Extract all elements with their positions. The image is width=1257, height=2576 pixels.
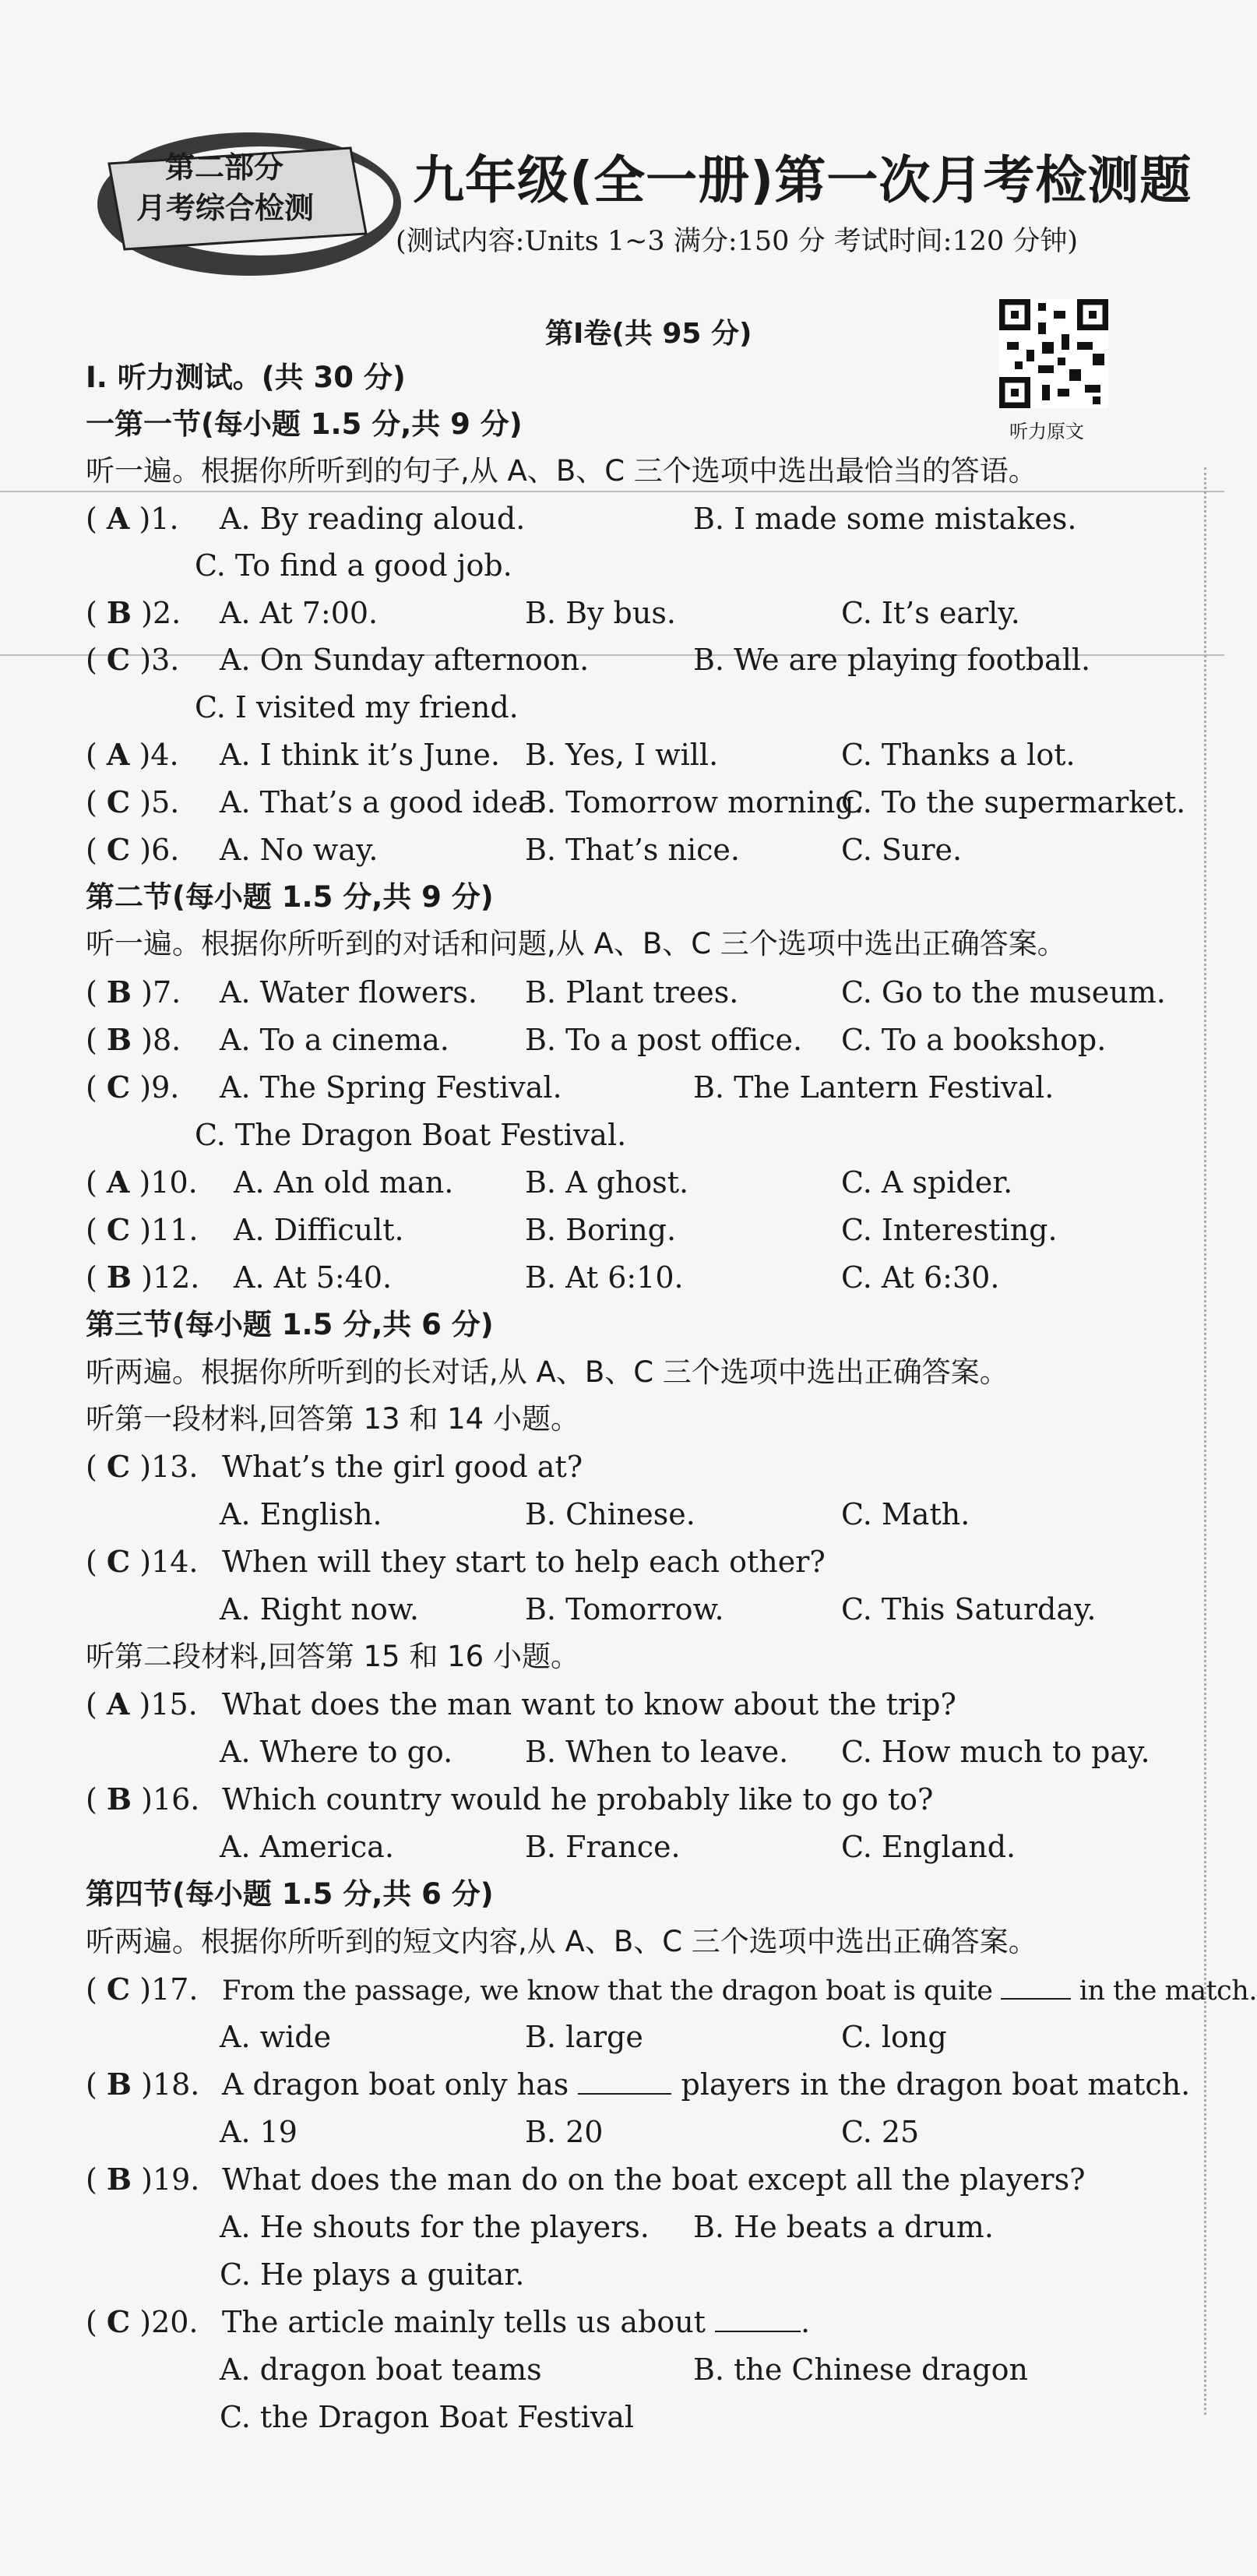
badge-line-2: 月考综合检测 <box>136 191 315 225</box>
section-2-instruction: 听一遍。根据你所听到的对话和问题,从 A、B、C 三个选项中选出正确答案。 <box>86 927 1066 960</box>
question-text: The article mainly tells us about . <box>222 2305 811 2339</box>
question-text: What does the man want to know about the trip? <box>222 1687 956 1721</box>
option-b: B. A ghost. <box>525 1165 689 1200</box>
question-number: 1. <box>150 502 179 536</box>
option-a: A. I think it’s June. <box>220 738 500 772</box>
option-a: A. At 7:00. <box>220 596 379 630</box>
option-b: B. large <box>525 2020 643 2054</box>
option-c: C. This Saturday. <box>841 1592 1097 1626</box>
part-title: Ⅰ. 听力测试。(共 30 分) <box>86 361 406 394</box>
option-a: A. At 5:40. <box>234 1260 393 1295</box>
option-c: C. It’s early. <box>841 596 1020 630</box>
question-18: ( B )18. <box>86 2067 200 2102</box>
question-5: ( C )5. <box>86 784 180 819</box>
option-b: B. Yes, I will. <box>525 738 719 772</box>
option-c: C. the Dragon Boat Festival <box>220 2400 635 2434</box>
option-a: A. An old man. <box>234 1165 454 1200</box>
option-c: C. Interesting. <box>841 1213 1058 1247</box>
option-b: B. At 6:10. <box>525 1260 684 1295</box>
option-a: A. Right now. <box>220 1592 419 1626</box>
option-b: B. Tomorrow morning. <box>525 785 864 819</box>
option-b: B. We are playing football. <box>693 643 1091 677</box>
question-6: ( C )6. <box>86 832 180 867</box>
question-text: When will they start to help each other? <box>222 1545 826 1579</box>
section-3-material-2: 听第二段材料,回答第 15 和 16 小题。 <box>86 1640 579 1673</box>
section-3-material-1: 听第一段材料,回答第 13 和 14 小题。 <box>86 1402 579 1436</box>
option-b: B. That’s nice. <box>525 833 740 867</box>
option-b: B. I made some mistakes. <box>693 502 1077 536</box>
option-a: A. English. <box>220 1497 382 1531</box>
option-c: C. Sure. <box>841 833 963 867</box>
qr-caption: 听力原文 <box>1009 421 1084 442</box>
section-2-title: 第二节(每小题 1.5 分,共 9 分) <box>86 880 494 914</box>
question-15: ( A )15. <box>86 1686 198 1721</box>
option-a: A. On Sunday afternoon. <box>220 643 590 677</box>
question-text: From the passage, we know that the dragon boat is quite in the match. <box>222 1972 1257 2009</box>
question-1 <box>86 501 179 537</box>
section-4-title: 第四节(每小题 1.5 分,共 6 分) <box>86 1877 494 1911</box>
option-a: A. To a cinema. <box>220 1023 449 1057</box>
option-b: B. When to leave. <box>525 1735 789 1769</box>
option-a: A. That’s a good idea. <box>220 785 545 819</box>
section-3-instruction: 听两遍。根据你所听到的长对话,从 A、B、C 三个选项中选出正确答案。 <box>86 1355 1009 1389</box>
option-a: A. America. <box>220 1830 394 1864</box>
badge-line-1: 第二部分 <box>165 150 284 185</box>
option-c: C. To a bookshop. <box>841 1023 1107 1057</box>
option-a: A. Difficult. <box>234 1213 404 1247</box>
question-text: What does the man do on the boat except all the players? <box>222 2162 1086 2197</box>
option-c: C. He plays a guitar. <box>220 2257 525 2292</box>
question-text: What’s the girl good at? <box>222 1450 583 1484</box>
option-b: B. the Chinese dragon <box>693 2352 1028 2387</box>
option-a: A. He shouts for the players. <box>220 2210 650 2244</box>
option-b: B. The Lantern Festival. <box>693 1070 1055 1105</box>
question-7: ( B )7. <box>86 974 181 1010</box>
answer-bracket: ( A ) <box>86 501 151 536</box>
section-4-instruction: 听两遍。根据你所听到的短文内容,从 A、B、C 三个选项中选出正确答案。 <box>86 1925 1037 1958</box>
section-3-title: 第三节(每小题 1.5 分,共 6 分) <box>86 1308 494 1341</box>
option-b: B. By bus. <box>525 596 676 630</box>
option-a: A. By reading aloud. <box>220 502 526 536</box>
option-b: B. Plant trees. <box>525 975 739 1010</box>
option-c: C. At 6:30. <box>841 1260 1000 1295</box>
option-c: C. Go to the museum. <box>841 975 1166 1010</box>
option-c: C. How much to pay. <box>841 1735 1150 1769</box>
question-20: ( C )20. <box>86 2304 199 2339</box>
question-3: ( C )3. <box>86 642 180 677</box>
option-b: B. Chinese. <box>525 1497 695 1531</box>
option-b: B. Boring. <box>525 1213 677 1247</box>
question-8: ( B )8. <box>86 1022 181 1057</box>
question-2: ( B )2. <box>86 595 181 630</box>
option-a: A. The Spring Festival. <box>220 1070 562 1105</box>
question-12: ( B )12. <box>86 1260 200 1295</box>
option-a: A. Where to go. <box>220 1735 453 1769</box>
option-c: C. 25 <box>841 2115 920 2149</box>
option-b: B. Tomorrow. <box>525 1592 724 1626</box>
answer-blank <box>715 2304 801 2332</box>
answer-blank <box>1001 1972 1071 2000</box>
option-c: C. I visited my friend. <box>195 690 519 724</box>
question-16: ( B )16. <box>86 1781 200 1817</box>
option-c: C. A spider. <box>841 1165 1013 1200</box>
option-a: A. wide <box>220 2020 332 2054</box>
question-text: A dragon boat only has players in the dragon boat match. <box>222 2067 1191 2102</box>
section-1-instruction: 听一遍。根据你所听到的句子,从 A、B、C 三个选项中选出最恰当的答语。 <box>86 454 1037 488</box>
option-c: C. To the supermarket. <box>841 785 1186 819</box>
question-14: ( C )14. <box>86 1544 199 1579</box>
question-10: ( A )10. <box>86 1165 198 1200</box>
option-b: B. He beats a drum. <box>693 2210 994 2244</box>
scan-edge <box>1204 467 1206 2415</box>
question-11: ( C )11. <box>86 1212 199 1247</box>
section-1-title: 一第一节(每小题 1.5 分,共 9 分) <box>86 407 523 441</box>
question-text: Which country would he probably like to go to? <box>222 1782 934 1817</box>
option-a: A. Water flowers. <box>220 975 477 1010</box>
volume-title: 第Ⅰ卷(共 95 分) <box>545 318 752 350</box>
question-9: ( C )9. <box>86 1070 180 1105</box>
option-b: B. France. <box>525 1830 681 1864</box>
page-subtitle: (测试内容:Units 1~3 满分:150 分 考试时间:120 分钟) <box>396 226 1079 257</box>
option-c: C. long <box>841 2020 947 2054</box>
qr-code-icon <box>999 299 1108 408</box>
option-c: C. England. <box>841 1830 1016 1864</box>
question-17: ( C )17. <box>86 1972 199 2007</box>
option-a: A. No way. <box>220 833 379 867</box>
option-a: A. 19 <box>220 2115 298 2149</box>
option-c: C. The Dragon Boat Festival. <box>195 1118 627 1152</box>
option-b: B. 20 <box>525 2115 604 2149</box>
question-19: ( B )19. <box>86 2162 200 2197</box>
question-4: ( A )4. <box>86 737 179 772</box>
option-c: C. To find a good job. <box>195 548 512 583</box>
option-c: C. Math. <box>841 1497 970 1531</box>
option-a: A. dragon boat teams <box>220 2352 542 2387</box>
page-title: 九年级(全一册)第一次月考检测题 <box>413 150 1192 210</box>
option-b: B. To a post office. <box>525 1023 803 1057</box>
scan-divider <box>0 491 1224 492</box>
question-13: ( C )13. <box>86 1449 199 1484</box>
answer-blank <box>578 2067 671 2095</box>
option-c: C. Thanks a lot. <box>841 738 1076 772</box>
